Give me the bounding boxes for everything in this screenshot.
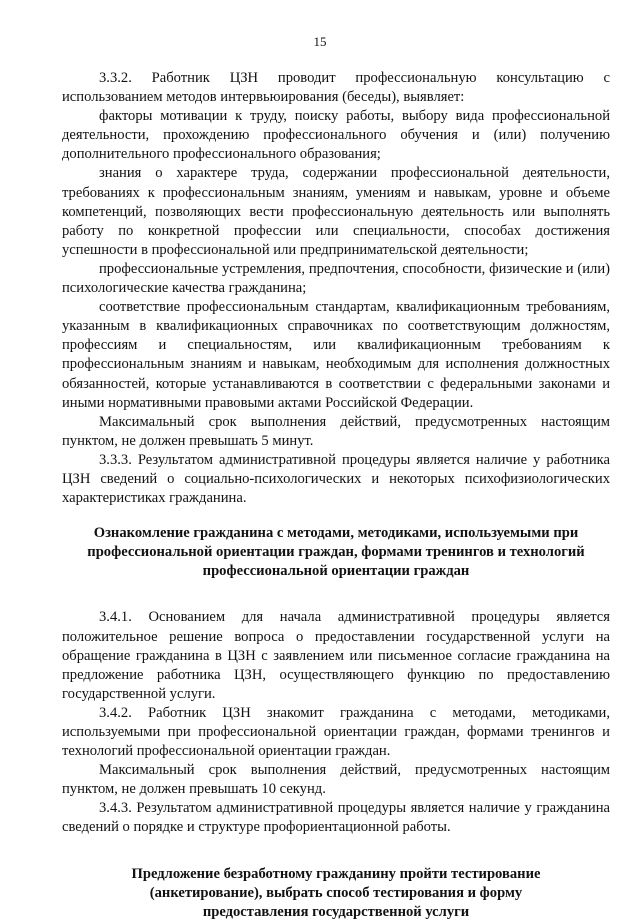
section-3-3 bbox=[62, 69, 610, 508]
paragraph-standards-compliance: соответствие профессиональным стандартам, квалификационным требованиям, указанным в квалификационных справочниках по соответствующим должностям, профессиям и специальностям, или квалификационным требованиям к профессиональным знаниям и навыкам, необходимым для исполнения должностных обязанностей, которые устанавливаются в соответствии с федеральными законами и иными нормативными правовыми актами Российской Федерации. bbox=[62, 299, 610, 411]
paragraph-max-duration-2: Максимальный срок выполнения действий, предусмотренных настоящим пунктом, не должен превышать 10 секунд. bbox=[62, 762, 610, 798]
section-heading-testing: Предложение безработному гражданину пройти тестирование (анкетирование), выбрать способ тестирования и форму предоставления государственной услуги bbox=[131, 865, 541, 920]
paragraph-3-4-3: 3.4.3. Результатом административной процедуры является наличие у гражданина сведений о порядке и структуре профориентационной работы. bbox=[62, 800, 610, 836]
document-body bbox=[62, 69, 610, 922]
paragraph-3-4-1: 3.4.1. Основанием для начала административной процедуры является положительное решение вопроса о предоставлении государственной услуги на обращение гражданина в ЦЗН с заявлением или письменное согласие гражданина на предложение работника ЦЗН, осуществляющего функцию по предоставлению государственной услуги. bbox=[62, 609, 610, 702]
paragraph-motivation-factors: факторы мотивации к труду, поиску работы, выбору вида профессиональной деятельности, прохождению профессионального обучения и (или) получению дополнительного профессионального образования; bbox=[62, 108, 610, 163]
paragraph-3-3-2: 3.3.2. Работник ЦЗН проводит профессиональную консультацию с использованием методов интервьюирования (беседы), выявляет: bbox=[62, 70, 610, 106]
page-number: 15 bbox=[313, 34, 327, 49]
paragraph-aspirations: профессиональные устремления, предпочтения, способности, физические и (или) психологические качества гражданина; bbox=[62, 260, 610, 297]
paragraph-labor-knowledge: знания о характере труда, содержании профессиональной деятельности, требованиях к профессиональным знаниям, умениям и навыкам, уровне и объеме компетенций, позволяющих вести профессиональную деятельность или выполнять работу по конкретной профессии или специальности, способах достижения успешности в профессиональной или предпринимательской деятельности; bbox=[62, 165, 610, 258]
paragraph-3-4-2: 3.4.2. Работник ЦЗН знакомит гражданина с методами, методиками, используемыми при профессиональной ориентации граждан, формами тренингов и технологий профессиональной ориентации граждан. bbox=[62, 704, 610, 760]
paragraph-3-3-3: 3.3.3. Результатом административной процедуры является наличие у работника ЦЗН сведений о социально-психологических и некоторых психофизиологических характеристиках гражданина. bbox=[62, 451, 610, 507]
section-heading-methods: Ознакомление гражданина с методами, методиками, используемыми при профессиональной ориентации граждан, формами тренингов и технологий профессиональной ориентации граждан bbox=[87, 525, 585, 580]
section-3-4 bbox=[62, 608, 610, 837]
paragraph-max-duration-1: Максимальный срок выполнения действий, предусмотренных настоящим пунктом, не должен превышать 5 минут. bbox=[62, 413, 610, 449]
